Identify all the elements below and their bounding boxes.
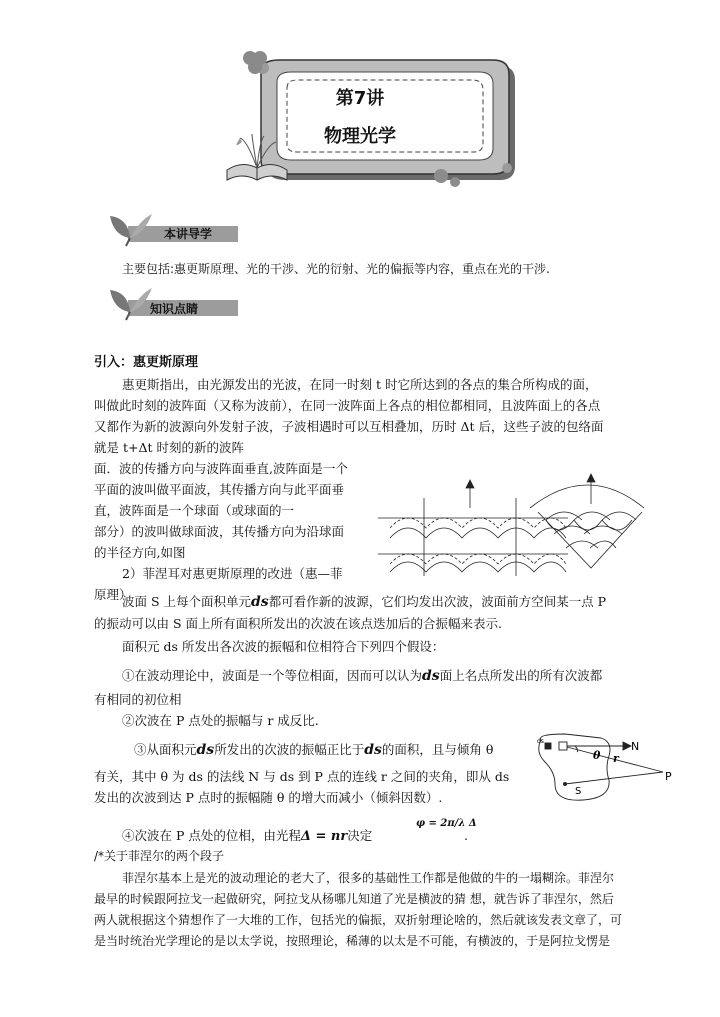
- label-S: S: [575, 786, 582, 797]
- intro-p2-line1: 2）菲涅耳对惠更斯原理的改进（惠—菲: [122, 566, 343, 581]
- ds-symbol: ds: [364, 742, 382, 758]
- hypothesis-4-end: .: [464, 828, 468, 843]
- fresnel-line1: 菲涅尔基本上是光的波动理论的老大了，很多的基础性工作都是他做的牛的一塌糊涂。菲涅尔: [122, 871, 615, 885]
- ds-symbol: ds: [251, 594, 269, 610]
- guide-summary: 主要包括:惠更斯原理、光的干涉、光的衍射、光的偏振等内容，重点在光的干涉.: [122, 262, 550, 276]
- obliquity-diagram: [535, 732, 675, 804]
- hypothesis-3-line3: 发出的次波到达 P 点时的振幅随 θ 的增大而减小（倾斜因数）.: [94, 790, 443, 805]
- label-ds: ds: [537, 738, 544, 745]
- hypothesis-1-line2: 有相同的初位相: [94, 692, 182, 707]
- body-p4: 面积元 ds 所发出各次波的振幅和位相符合下列四个假设：: [122, 639, 445, 654]
- phase-formula: φ = 2π/λ Δ: [416, 818, 477, 829]
- lecture-title: 物理光学: [324, 126, 396, 147]
- hypothesis-2: ②次波在 P 点处的振幅与 r 成反比.: [122, 713, 319, 728]
- path-difference-formula: Δ = nr: [300, 829, 348, 844]
- intro-p1-line5: 面．波的传播方向与波阵面垂直,波阵面是一个: [94, 461, 348, 476]
- intro-p1-line6: 平面的波叫做平面波，其传播方向与此平面垂: [94, 482, 345, 497]
- hypothesis-1-line1: ①在波动理论中，波面是一个等位相面，因而可以认为ds面上名点所发出的所有次波都: [122, 668, 603, 684]
- intro-p1-line7: 直，波阵面是一个球面（或球面的一: [94, 503, 295, 518]
- intro-p1-line4: 就是 t+Δt 时刻的新的波阵: [94, 440, 244, 455]
- intro-p1-line9: 的半径方向,如图: [94, 545, 186, 560]
- lecture-number: 第7讲: [335, 88, 385, 109]
- body-p3-line1: 波面 S 上每个面积单元ds都可看作新的波源，它们均发出次波，波面前方空间某一点 P: [122, 594, 607, 610]
- ds-symbol: ds: [422, 668, 440, 684]
- intro-p2-line2: 原理）: [94, 587, 132, 602]
- label-r: r: [613, 752, 619, 765]
- intro-p1-line8: 部分）的波叫做球面波，其传播方向为沿球面: [94, 524, 345, 539]
- label-P: P: [665, 770, 672, 783]
- intro-p1-line3: 又都作为新的波源向外发射子波，子波相遇时可以互相叠加，历时 Δt 后，这些子波的包络面: [94, 419, 604, 434]
- section-guide-label: 本讲导学: [164, 227, 213, 241]
- section-points-label: 知识点睛: [150, 302, 199, 316]
- fresnel-line4: 是当时统治光学理论的是以太学说，按照理论，稀薄的以太是不可能，有横波的，于是阿拉戈愣是: [94, 934, 611, 948]
- huygens-wave-figure: [378, 468, 646, 578]
- fresnel-line2: 最早的时候跟阿拉戈一起做研究，阿拉戈从杨哪儿知道了光是横波的猜 想，就告诉了菲涅尔，然后: [94, 892, 614, 906]
- intro-p1-line1: 惠更斯指出，由光源发出的光波，在同一时刻 t 时它所达到的各点的集合所构成的面，: [122, 377, 598, 392]
- hypothesis-4: ④次波在 P 点处的位相，由光程Δ = nr决定: [122, 828, 373, 844]
- label-N: N: [631, 740, 640, 753]
- label-theta: θ: [593, 749, 601, 762]
- body-p3-line2: 的振动可以由 S 面上所有面积所发出的次波在该点迭加后的合振幅来表示.: [94, 616, 502, 631]
- hypothesis-3-line2: 有关，其中 θ 为 ds 的法线 N 与 ds 到 P 点的连线 r 之间的夹角，即从 ds: [94, 769, 510, 784]
- intro-heading: 引入：惠更斯原理: [94, 355, 199, 370]
- fresnel-comment: /*关于菲涅尔的两个段子: [94, 849, 225, 863]
- ds-symbol: ds: [196, 742, 215, 758]
- fresnel-line3: 两人就根据这个猜想作了一大堆的工作，包括光的偏振，双折射理论啥的，然后就该发表文章了，可: [94, 913, 623, 927]
- hypothesis-3-line1: ③从面积元ds所发出的次波的振幅正比于ds的面积，且与倾角 θ: [134, 742, 494, 758]
- intro-p1-line2: 叫做此时刻的波阵面（又称为波前），在同一波阵面上各点的相位都相同，且波阵面上的各点: [94, 398, 601, 413]
- clover-icon: [240, 48, 270, 78]
